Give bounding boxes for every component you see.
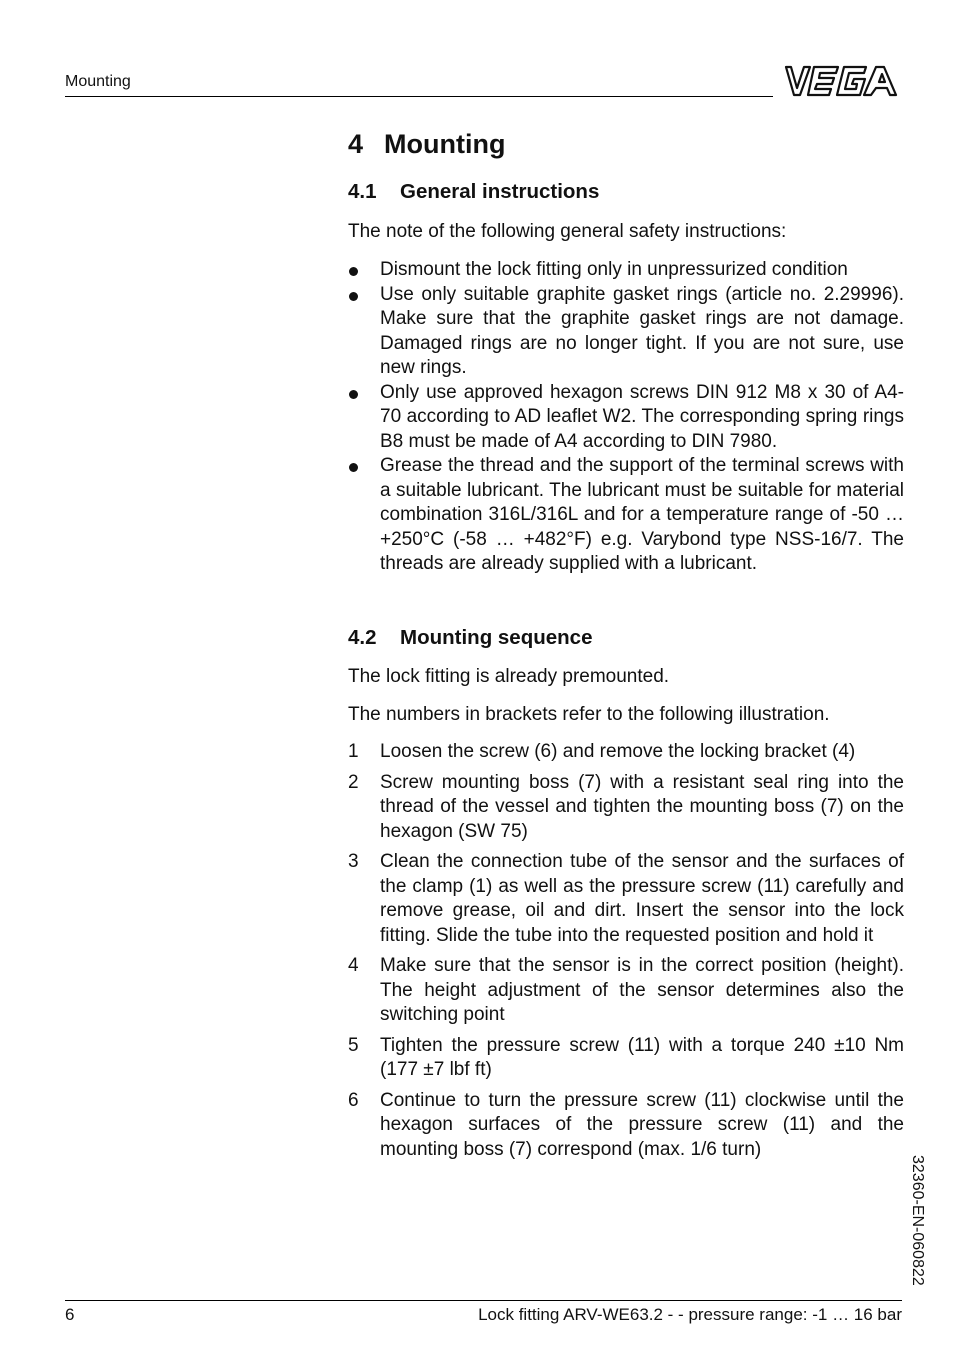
section-title: Mounting sequence (400, 626, 593, 649)
bullet-text: Use only suitable graphite gasket rings (article no. 2.29996). Make sure that the graphite gasket rings are not damage. Damaged rings are no longer tight. If you are not sure, use new rings. (380, 283, 904, 378)
bullet-icon (349, 390, 358, 399)
list-item (348, 850, 904, 948)
safety-bullet-list (348, 258, 904, 577)
bullet-text: Grease the thread and the support of the terminal screws with a suitable lubricant. The lubricant must be suitable for material combination 316L/316L and for a temperature range of -50 … +250°C (-58 … +482°F) e.g. Varybond type NSS-16/7. The threads are already supplied with a lubricant. (380, 455, 904, 574)
step-text: Tighten the pressure screw (11) with a torque 240 ±10 Nm (177 ±7 lbf ft) (380, 1034, 904, 1080)
bullet-icon (349, 463, 358, 472)
section-title: General instructions (400, 180, 600, 203)
step-number: 2 (348, 771, 359, 793)
list-item (348, 771, 904, 845)
section-number: 4.2 (348, 626, 377, 649)
step-number: 6 (348, 1089, 359, 1111)
premounted-paragraph: The lock fitting is already premounted. (348, 666, 670, 687)
list-item (348, 283, 904, 381)
list-item (348, 258, 904, 283)
step-text: Loosen the screw (6) and remove the locking bracket (4) (380, 741, 856, 762)
step-number: 1 (348, 741, 359, 762)
intro-paragraph: The note of the following general safety instructions: (348, 221, 787, 242)
header-rule (65, 96, 773, 97)
step-text: Screw mounting boss (7) with a resistant seal ring into the thread of the vessel and tighten the mounting boss (7) on the hexagon (SW 75) (380, 771, 904, 842)
page-number: 6 (65, 1305, 75, 1324)
mounting-steps-list (348, 740, 904, 1168)
bullet-text: Dismount the lock fitting only in unpressurized condition (380, 259, 848, 280)
footer-rule (65, 1300, 902, 1301)
chapter-title: Mounting (384, 129, 506, 159)
step-number: 3 (348, 851, 359, 872)
vega-logo-mark (784, 64, 902, 98)
step-text: Make sure that the sensor is in the correct position (height). The height adjustment of the sensor determines also the switching point (380, 955, 904, 1025)
list-item (348, 1089, 904, 1163)
running-header: Mounting (65, 73, 131, 90)
section-heading-general (348, 180, 599, 204)
footer-document-title: Lock fitting ARV-WE63.2 - - pressure range: -1 … 16 bar (478, 1305, 902, 1324)
step-number: 5 (348, 1034, 359, 1056)
list-item (348, 381, 904, 455)
list-item (348, 954, 904, 1028)
illustration-note-paragraph: The numbers in brackets refer to the following illustration. (348, 704, 830, 725)
section-heading-sequence (348, 626, 592, 650)
chapter-heading (348, 129, 505, 160)
section-number: 4.1 (348, 180, 377, 203)
step-text: Continue to turn the pressure screw (11) clockwise until the hexagon surfaces of the pressure screw (11) and the mounting boss (7) correspond (max. 1/6 turn) (380, 1089, 904, 1160)
list-item (348, 454, 904, 577)
bullet-icon (349, 292, 358, 301)
document-code: 32360-EN-060822 (909, 1155, 926, 1286)
list-item (348, 740, 904, 765)
step-number: 4 (348, 955, 359, 976)
list-item (348, 1034, 904, 1083)
step-text: Clean the connection tube of the sensor and the surfaces of the clamp (1) as well as the pressure screw (11) carefully and remove grease, oil and dirt. Insert the sensor into the lock fitting. Slide the tube into the requested position and hold it (380, 851, 904, 946)
chapter-number: 4 (348, 129, 364, 159)
vega-logo (784, 64, 902, 98)
bullet-icon (349, 267, 358, 276)
bullet-text: Only use approved hexagon screws DIN 912 M8 x 30 of A4-70 according to AD leaflet W2. The corresponding spring rings B8 must be made of A4 according to DIN 7980. (380, 381, 904, 452)
